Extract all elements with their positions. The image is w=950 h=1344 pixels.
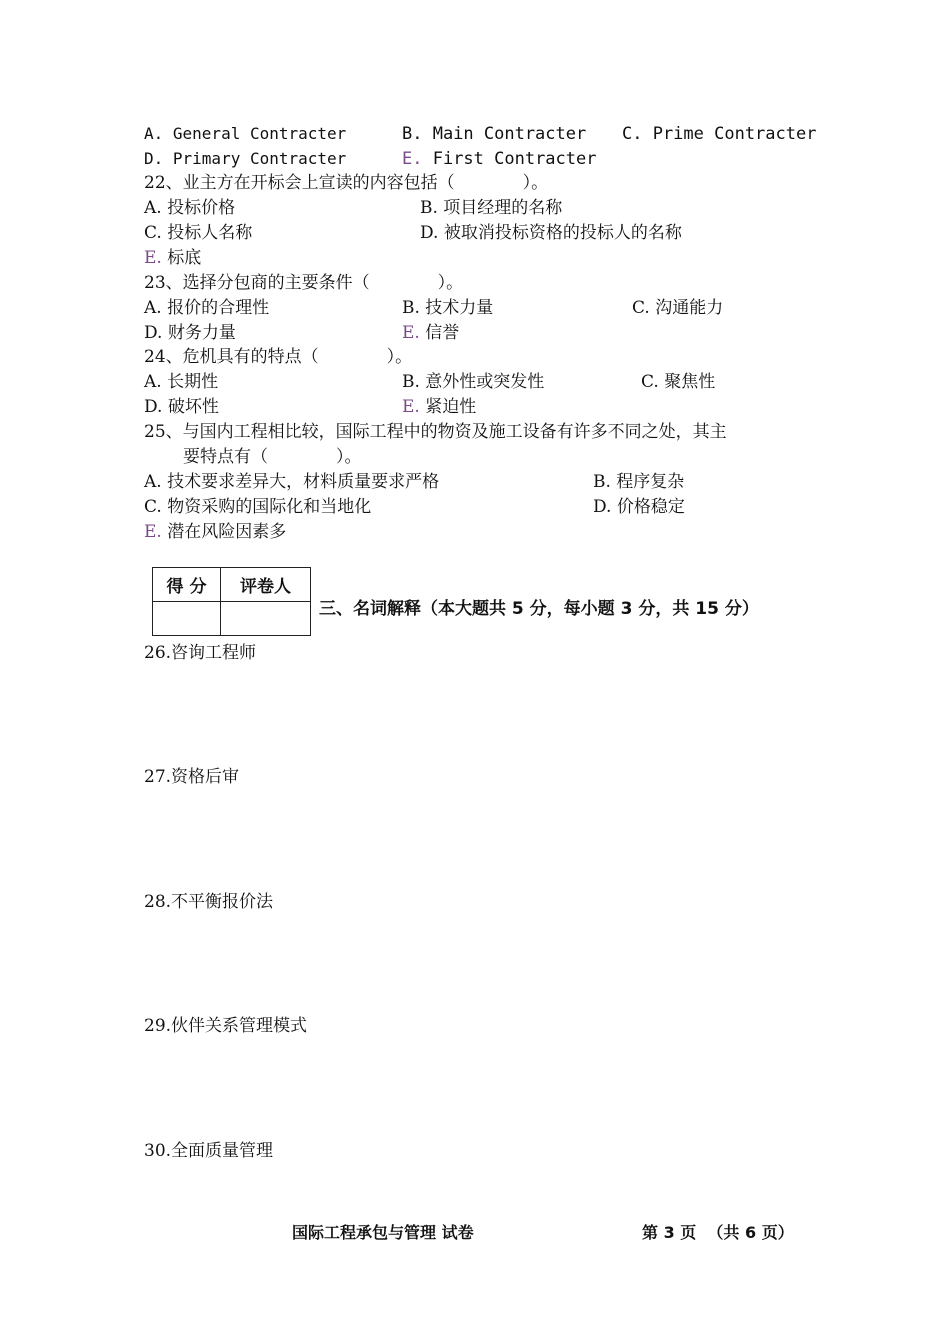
option-e-text: 标底	[161, 248, 202, 268]
q24-option-b: B. 意外性或突发性	[402, 372, 545, 392]
q22-option-c: C. 投标人名称	[144, 223, 253, 243]
option-e-text: First Contracter	[422, 149, 597, 169]
q22-option-b: B. 项目经理的名称	[420, 198, 563, 218]
q21-option-b: B. Main Contracter	[402, 124, 587, 144]
q22-stem: 22、业主方在开标会上宣读的内容包括（ ）。	[144, 173, 549, 193]
score-header: 得 分	[153, 568, 221, 602]
option-e-text: 信誉	[419, 323, 460, 343]
q25-option-c: C. 物资采购的国际化和当地化	[144, 497, 372, 517]
q25-option-b: B. 程序复杂	[593, 472, 685, 492]
q25-option-e	[144, 521, 286, 543]
footer-page-info: 第 3 页 （共 6 页）	[642, 1223, 794, 1242]
q23-option-e	[402, 322, 459, 344]
q24-option-d: D. 破坏性	[144, 397, 219, 417]
q21-option-d: D. Primary Contracter	[144, 149, 347, 168]
q23-option-b: B. 技术力量	[402, 298, 494, 318]
term-27: 27.资格后审	[144, 767, 240, 787]
q25-option-a: A. 技术要求差异大，材料质量要求严格	[144, 472, 440, 492]
q23-option-c: C. 沟通能力	[632, 298, 724, 318]
option-e-label: E.	[402, 397, 420, 417]
section-title: 三、名词解释（本大题共 5 分，每小题 3 分，共 15 分）	[319, 599, 759, 619]
score-table	[152, 567, 311, 636]
term-29: 29.伙伴关系管理模式	[144, 1016, 308, 1036]
option-e-text: 潜在风险因素多	[161, 522, 287, 542]
q24-option-c: C. 聚焦性	[641, 372, 716, 392]
grader-cell[interactable]	[221, 602, 311, 636]
q22-option-d: D. 被取消投标资格的投标人的名称	[420, 223, 682, 243]
q25-stem-line2: 要特点有（ ）。	[183, 447, 362, 467]
option-e-label: E.	[402, 149, 423, 169]
option-e-label: E.	[144, 522, 162, 542]
q21-option-e	[402, 148, 596, 170]
term-26: 26.咨询工程师	[144, 643, 257, 663]
q23-option-d: D. 财务力量	[144, 323, 236, 343]
q22-option-e	[144, 247, 201, 269]
q21-option-a: A. General Contracter	[144, 124, 347, 143]
q23-option-a: A. 报价的合理性	[144, 298, 270, 318]
q25-stem-line1: 25、与国内工程相比较，国际工程中的物资及施工设备有许多不同之处，其主	[144, 422, 727, 442]
q24-option-e	[402, 396, 476, 418]
q24-stem: 24、危机具有的特点（ ）。	[144, 347, 413, 367]
q24-option-a: A. 长期性	[144, 372, 219, 392]
footer-exam-name: 国际工程承包与管理 试卷	[292, 1223, 474, 1242]
q21-option-c: C. Prime Contracter	[622, 124, 817, 144]
option-e-label: E.	[402, 323, 420, 343]
grader-header: 评卷人	[221, 568, 311, 602]
term-30: 30.全面质量管理	[144, 1141, 274, 1161]
score-cell[interactable]	[153, 602, 221, 636]
option-e-text: 紧迫性	[419, 397, 477, 417]
q25-option-d: D. 价格稳定	[593, 497, 685, 517]
q23-stem: 23、选择分包商的主要条件（ ）。	[144, 273, 464, 293]
term-28: 28.不平衡报价法	[144, 892, 274, 912]
q22-option-a: A. 投标价格	[144, 198, 236, 218]
option-e-label: E.	[144, 248, 162, 268]
